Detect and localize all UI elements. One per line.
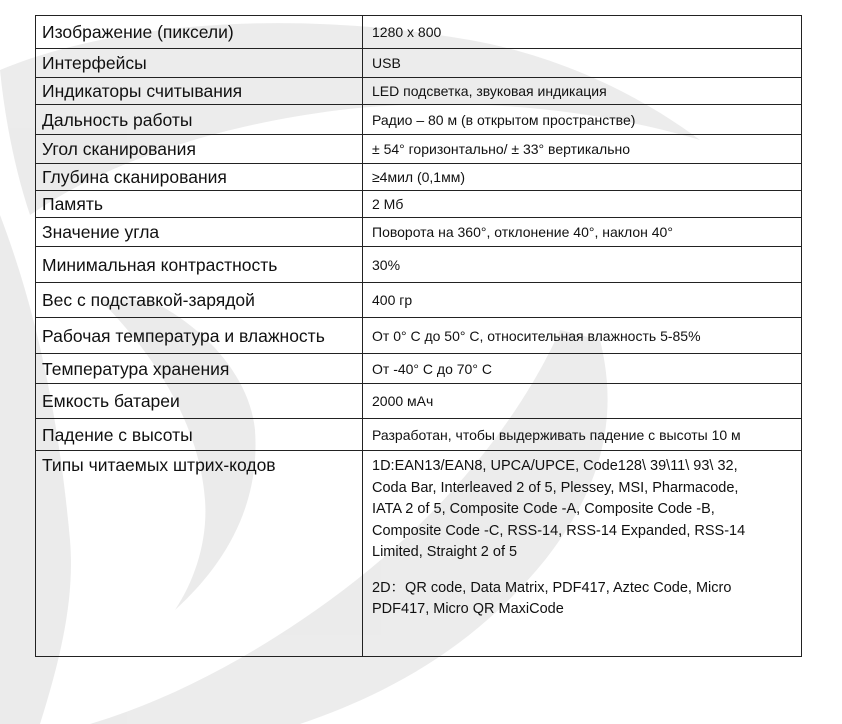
spec-row — [36, 354, 802, 384]
spec-value: 400 гр — [363, 283, 802, 318]
spec-label: Угол сканирования — [36, 135, 363, 164]
spec-value: Поворота на 360°, отклонение 40°, наклон 40° — [363, 218, 802, 247]
spec-row — [36, 16, 802, 49]
spec-label: Рабочая температура и влажность — [36, 318, 363, 354]
spec-value: ≥4мил (0,1мм) — [363, 164, 802, 191]
spec-row — [36, 419, 802, 451]
spec-label: Вес с подставкой-зарядой — [36, 283, 363, 318]
spec-row — [36, 105, 802, 135]
spec-row — [36, 318, 802, 354]
spec-row — [36, 135, 802, 164]
spec-value: От 0° С до 50° С, относительная влажность 5-85% — [363, 318, 802, 354]
spec-value: 2 Мб — [363, 191, 802, 218]
barcodes-2d-list: 2D：QR code, Data Matrix, PDF417, Aztec Code, Micro PDF417, Micro QR MaxiCode — [372, 579, 732, 617]
spec-value: От -40° С до 70° С — [363, 354, 802, 384]
spec-label: Дальность работы — [36, 105, 363, 135]
spec-value: 2000 мАч — [363, 384, 802, 419]
spec-row — [36, 247, 802, 283]
spec-value: 30% — [363, 247, 802, 283]
spec-label: Падение с высоты — [36, 419, 363, 451]
spec-row — [36, 283, 802, 318]
spec-value: 1280 x 800 — [363, 16, 802, 49]
spec-row — [36, 78, 802, 105]
spec-row — [36, 191, 802, 218]
barcodes-1d-list: 1D:EAN13/EAN8, UPCA/UPCE, Code128\ 39\11\ 93\ 32, Coda Bar, Interleaved 2 of 5, Plessey, MSI, Pharmacode, IATA 2 of 5, Composite Code -A, Composite Code -B, Composite Code -C, RSS-14, RSS-14 Expanded, RSS-14 Limited, Straight 2 of 5 — [372, 458, 746, 560]
spec-label: Память — [36, 191, 363, 218]
spec-label: Интерфейсы — [36, 49, 363, 78]
spec-value-barcodes — [363, 451, 802, 657]
spec-label: Емкость батареи — [36, 384, 363, 419]
spec-label: Индикаторы считывания — [36, 78, 363, 105]
spec-label: Изображение (пиксели) — [36, 16, 363, 49]
spec-row-barcodes — [36, 451, 802, 657]
spec-label: Минимальная контрастность — [36, 247, 363, 283]
spec-label: Глубина сканирования — [36, 164, 363, 191]
spec-row — [36, 164, 802, 191]
spec-value: USB — [363, 49, 802, 78]
spec-value: Разработан, чтобы выдерживать падение с высоты 10 м — [363, 419, 802, 451]
spec-value: LED подсветка, звуковая индикация — [363, 78, 802, 105]
spec-row — [36, 384, 802, 419]
spec-label-barcodes: Типы читаемых штрих-кодов — [36, 451, 363, 657]
spec-value: Радио – 80 м (в открытом пространстве) — [363, 105, 802, 135]
spec-value: ± 54° горизонтально/ ± 33° вертикально — [363, 135, 802, 164]
specifications-table — [35, 15, 802, 657]
spec-label: Температура хранения — [36, 354, 363, 384]
spec-label: Значение угла — [36, 218, 363, 247]
spec-row — [36, 218, 802, 247]
spec-row — [36, 49, 802, 78]
